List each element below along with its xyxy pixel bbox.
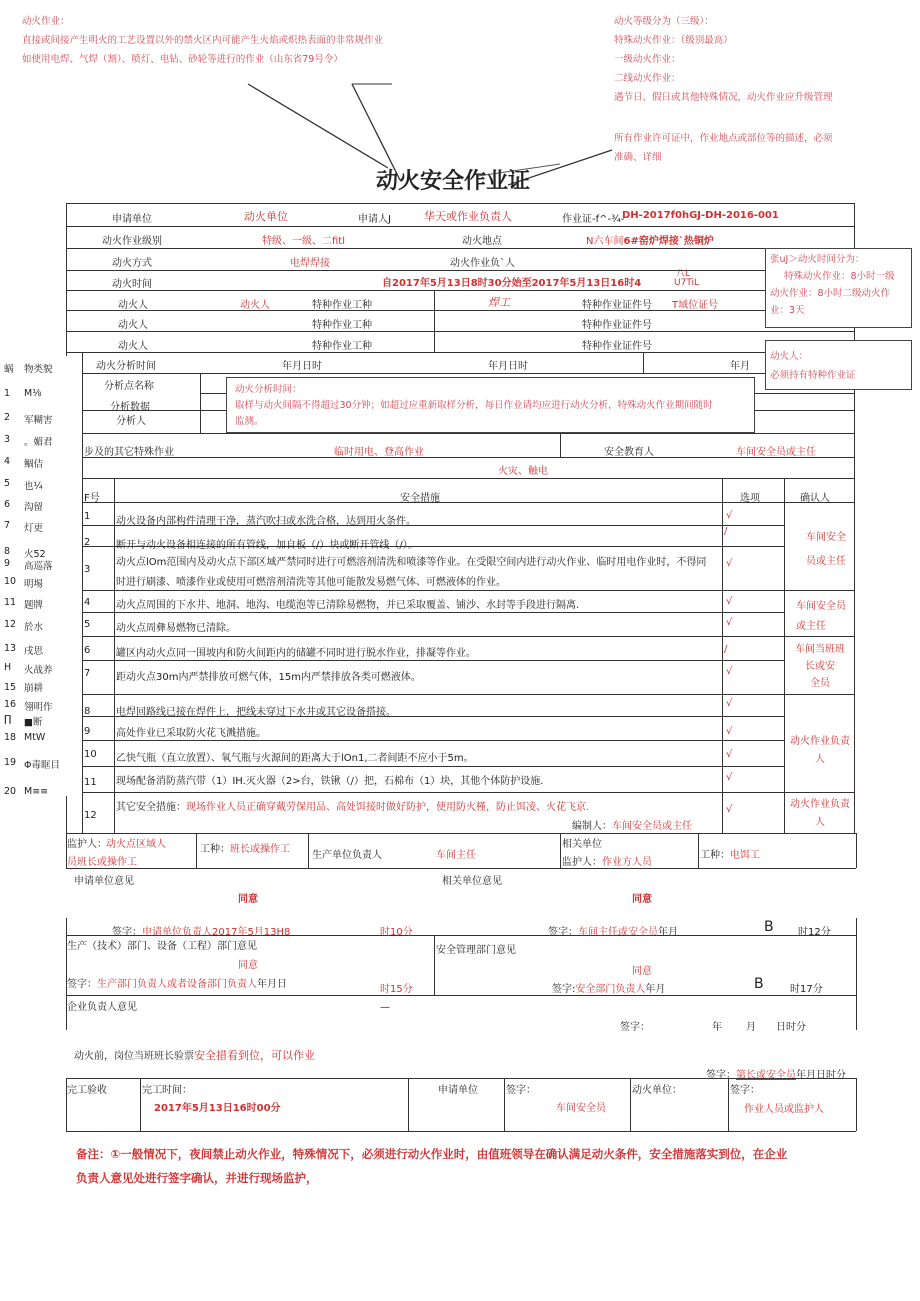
compiler-label	[572, 817, 692, 832]
left-list-item: H	[4, 662, 12, 673]
sign-4-b: B	[754, 976, 764, 992]
pre-fire-label: 动火前，岗位当班班长验票	[74, 1051, 194, 1062]
remark	[76, 1142, 787, 1190]
guardian-job-label: 工种：	[200, 844, 230, 855]
sign-5-rest: 日时分	[776, 1022, 806, 1033]
note-line: 动火等级分为（三级）：	[614, 16, 714, 27]
top-right-note	[614, 12, 833, 107]
special-cert-label-3: 特种作业证件号	[582, 341, 652, 352]
note-line: 直接或间接产生明火的工艺设置以外的禁火区内可能产生火焰或炽热表面的非常规作业	[22, 35, 384, 46]
fire-time-note	[765, 248, 912, 328]
page-title: 动火安全作业证	[376, 169, 531, 194]
confirmer-line: 或主任	[796, 621, 826, 632]
special-type-value-1: 焊工	[488, 296, 510, 309]
left-list-item: MtW	[24, 732, 46, 743]
sign-2-time: 时12分	[798, 927, 831, 938]
note-line: 如使用电焊、气焊（割）、喷灯、电钻、砂轮等进行的作业（山东省79号令）	[22, 54, 343, 65]
measure-text: 乙快气瓶（直立放置）、氧气瓶与火源间的距离大于lOn1,二者间距不应小于5m。	[116, 753, 474, 764]
measure-text: 动火点lOm范围内及动火点下部区域严禁同时进行可燃溶剂清洗和喷漆等作业。在受限空间内进行动火作业、临时用电作业时，不得同	[116, 557, 707, 568]
related-job-value: 电饵工	[730, 850, 760, 861]
apply-unit-label: 申请单位	[112, 214, 152, 225]
note-line: 二线动火作业：	[614, 73, 681, 84]
completion-label: 完工验收	[67, 1085, 107, 1096]
left-list-item: M≡≡	[24, 786, 49, 797]
analysis-data-label: 分析数据	[110, 402, 150, 413]
note-line: 动火作业：8小时二级动火作	[770, 288, 891, 299]
left-list-item: 15	[4, 682, 17, 693]
location-workshop: N六车间	[586, 236, 624, 247]
measure-no: 3	[84, 564, 91, 575]
confirmer-line: 长或安	[805, 661, 835, 672]
sign-label: 签字：	[548, 927, 578, 938]
sign-5-label: 签字：	[620, 1022, 650, 1033]
special-type-label-1: 特种作业工种	[312, 300, 372, 311]
left-list-item: 鲴佶	[24, 459, 44, 470]
sign-5-year: 年	[712, 1022, 722, 1033]
confirmer	[786, 733, 854, 769]
confirmer-line: 全员	[810, 678, 830, 689]
measure-no: 9	[84, 726, 91, 737]
note-line: 动火作业：	[22, 16, 70, 27]
note-line: 特殊动火作业：（级别最高）	[614, 35, 733, 46]
left-list-item: 於水	[24, 622, 44, 633]
special-cert-label-2: 特种作业证件号	[582, 320, 652, 331]
safety-educator-value: 车间安全员或主任	[736, 447, 816, 458]
analysis-point-label: 分析点名称	[104, 381, 154, 392]
left-list-item: 火52	[24, 549, 46, 560]
measure-text-prefix: 其它安全措施：	[116, 802, 186, 813]
guardian-value: 动火点区域人	[106, 839, 166, 850]
pre-fire-sign-value: 第长或安全员	[736, 1070, 796, 1081]
left-list-item: 明埸	[24, 579, 44, 590]
remark-line: 备注：①一般情况下，夜间禁止动火作业，特殊情况下，必须进行动火作业时，由值班领导在确认满足动火条件，安全措施落实到位，在企业	[76, 1147, 788, 1161]
sign-date: 2017年5月13H8	[212, 927, 291, 938]
left-list-item: 11	[4, 597, 17, 608]
left-list-item: 翎明作	[24, 702, 53, 713]
related-opinion-value: 同意	[632, 894, 652, 905]
apply-unit-value: 动火单位	[244, 210, 288, 223]
prod-opinion-label: 生产（技术）部门、设备（工程）部门意见	[67, 941, 257, 952]
location-detail: 6#窑炉焊接`热铜炉	[623, 236, 714, 247]
related-guardian-value: 作业方人员	[602, 857, 652, 868]
cert-no-label: 作业证-f^-¾-	[562, 214, 625, 225]
compiler-label-text: 编制人：	[572, 821, 612, 832]
left-list-item: 火战养	[24, 665, 53, 676]
related-guardian-label: 监护人：	[562, 857, 602, 868]
fire-person-value-1: 动火人	[240, 300, 270, 311]
left-list-item: 3	[4, 434, 11, 445]
measure-check[interactable]: √	[726, 666, 733, 677]
left-list-item: 12	[4, 619, 17, 630]
left-list-item: 18	[4, 732, 17, 743]
related-unit-label: 相关单位	[562, 839, 602, 850]
measures-header-confirm: 确认人	[800, 493, 830, 504]
measures-header-option: 选项	[740, 493, 760, 504]
sign-1	[112, 923, 290, 938]
note-line: 动火分析时间：	[235, 384, 302, 395]
fire-location-value	[586, 232, 714, 247]
left-list-item: 戌思	[24, 646, 44, 657]
fire-time-extra2: U7TiL	[674, 278, 700, 288]
sign-time: 时15分	[380, 984, 413, 995]
left-list-item: 20	[4, 786, 17, 797]
sign-label: 签字:	[552, 984, 576, 995]
note-line: 动火人：	[770, 351, 809, 362]
left-list-item: 7	[4, 520, 11, 531]
top-left-note	[22, 12, 383, 69]
fire-level-label: 动火作业级别	[102, 236, 162, 247]
completion-fire-label: 动火单位：	[632, 1085, 682, 1096]
pre-fire-sign-date: 年月日时分	[796, 1070, 846, 1081]
safety-opinion-label: 安全管理部门意见	[436, 945, 516, 956]
measure-check[interactable]: √	[726, 749, 733, 760]
confirmer-line: 车间当班班	[795, 644, 845, 655]
analysis-date-2: 年月日时	[488, 361, 528, 372]
confirmer	[786, 641, 854, 692]
special-cert-label-1: 特种作业证件号	[582, 300, 652, 311]
special-work-value: 临时用电、登高作业	[334, 447, 424, 458]
sign-2-b: B	[764, 919, 774, 935]
measure-text: 距动火点30m内严禁排放可燃气体，15m内严禁排放各类可燃液体。	[116, 672, 421, 683]
measure-check[interactable]: √	[726, 726, 733, 737]
left-list-item: 。媚君	[24, 437, 53, 448]
fire-time-value: 自2017年5月13日8时30分始至2017年5月13日16时4	[382, 278, 642, 289]
fire-method-label: 动火方式	[112, 258, 152, 269]
measure-text: 断开与动火设备相连接的所有管线，加自板（/）块或断开管线（/）。	[116, 540, 418, 551]
sign-value-2: 安全员	[628, 927, 658, 938]
note-line: 准确、详细	[614, 152, 662, 163]
measure-text: 高处作业已采取防火花飞溅措施。	[116, 728, 266, 739]
applicant-label: 申请人J	[358, 214, 391, 225]
guardian-job-value: 班长或操作工	[230, 844, 290, 855]
left-list-item: 沟留	[24, 502, 44, 513]
left-list-item: 4	[4, 456, 11, 467]
measure-check[interactable]: /	[724, 644, 728, 655]
confirmer	[806, 526, 846, 574]
note-line: 所有作业许可证中，作业地点或部位等的描述，必须	[614, 133, 833, 144]
measure-no: 1	[84, 511, 91, 522]
sign-label: 签字：	[112, 927, 142, 938]
confirmer-line: 动火作业负责	[790, 736, 850, 747]
sign-value: 生产部门负责人或者设备部门负责人	[97, 979, 257, 990]
special-type-label-3: 特种作业工种	[312, 341, 372, 352]
sign-date: 年月日	[257, 979, 287, 990]
sign-3-time	[380, 980, 413, 995]
apply-opinion-value: 同意	[238, 894, 258, 905]
measure-text: 电焊回路线已接在焊件上，把线未穿过下水井或其它设备搭接。	[116, 707, 396, 718]
safety-opinion-value: 同意	[632, 966, 652, 977]
top-right-note-2	[614, 129, 833, 167]
left-list-item: M⅛	[24, 388, 42, 399]
note-line: 业：3天	[770, 305, 805, 316]
measure-check[interactable]: √	[726, 804, 733, 815]
analysis-date-3: 年月	[730, 361, 750, 372]
measure-check[interactable]: √	[726, 772, 733, 783]
note-line: 遇节日、假日或其他特殊情况，动火作业应升级管理	[614, 92, 833, 103]
compiler-value: 车间安全员或主任	[612, 821, 692, 832]
hazard-value: 火灾、触电	[498, 466, 548, 477]
confirmer	[786, 796, 854, 832]
measure-no: 4	[84, 597, 91, 608]
measure-text: 现场配备消防蒸汽带（1）IH.灭火器（2>台，铁锹（/）把，石棉布（1）块，其他个体防护设施.	[116, 776, 544, 787]
completion-sign2-label: 签字：	[730, 1085, 760, 1096]
measure-text: 罐区内动火点同一围坡内和防火间距内的储罐不同时进行脱水作业，排凝等作业。	[116, 648, 476, 659]
sign-value: 安全部门负责人	[575, 984, 646, 995]
completion-sign2-value: 作业人员或监护人	[744, 1104, 824, 1115]
pre-fire-check	[74, 1047, 315, 1063]
note-line: 监测。	[235, 416, 264, 427]
measure-check[interactable]: √	[726, 617, 733, 628]
left-list-item: 8	[4, 546, 11, 557]
fire-person-note	[765, 340, 912, 390]
measure-text: 动火点周围的下水井、地洞、地沟、电缆泡等已清除易燃物，并已采取覆盖、铺沙、水封等手段进行隔离.	[116, 600, 580, 611]
special-cert-value-1: T域位证号	[672, 300, 719, 311]
analysis-date-1: 年月日时	[282, 361, 322, 372]
measure-no: 5	[84, 619, 91, 630]
analyst-label: 分析人	[116, 416, 146, 427]
measure-text: 动火设备内部构件清理干净，蒸汽吹扫或水洗合格，达到用火条件。	[116, 516, 416, 527]
confirmer-line: 人	[815, 754, 825, 765]
fire-person-label-2: 动火人	[118, 320, 148, 331]
analysis-time-label: 动火分析时间	[96, 361, 156, 372]
measure-check[interactable]: √	[726, 558, 733, 569]
completion-time-value: 2017年5月13日16时00分	[154, 1103, 281, 1114]
left-list-item: 9	[4, 558, 11, 569]
left-list-item: 灯更	[24, 523, 44, 534]
sign-2	[548, 923, 678, 938]
confirmer-line: 动火作业负责	[790, 799, 850, 810]
sign-date: 年月	[658, 927, 678, 938]
fire-method-value: 电焊焊接	[290, 258, 330, 269]
measure-text: 动火点周彝易燃物已清除。	[116, 623, 236, 634]
left-list-item: 5	[4, 478, 11, 489]
measure-check[interactable]: √	[726, 698, 733, 709]
pre-fire-sign-label: 签字：	[706, 1070, 736, 1081]
apply-opinion-label: 申请单位意见	[74, 876, 134, 887]
sign-4-time: 时17分	[790, 984, 823, 995]
measure-no: 8	[84, 706, 91, 717]
sign-label: 签字：	[67, 979, 97, 990]
fire-location-label: 动火地点	[462, 236, 502, 247]
completion-sign-value: 车间安全员	[556, 1103, 606, 1114]
left-list-item: 高巡落	[24, 561, 53, 572]
left-list-item: 6	[4, 499, 11, 510]
note-line: 张uJ＞动火时间分为：	[770, 254, 865, 265]
measure-check[interactable]: √	[726, 596, 733, 607]
measure-no: 6	[84, 645, 91, 656]
measure-no: 10	[84, 749, 97, 760]
confirmer	[796, 597, 846, 637]
sign-value: 申请单位负责人	[142, 927, 212, 938]
measure-check[interactable]: √	[726, 510, 733, 521]
fire-person-label-1: 动火人	[118, 300, 148, 311]
left-list-item: 也¼	[24, 481, 43, 492]
left-list-item: 2	[4, 412, 11, 423]
measure-no: 7	[84, 668, 91, 679]
left-list-item: 军糊害	[24, 415, 53, 426]
left-list-item: 蜗	[4, 364, 14, 375]
pre-fire-value: 安全措看到位，可以作业	[194, 1049, 315, 1062]
related-guardian	[562, 853, 652, 868]
left-list-item: ∏	[4, 714, 12, 725]
special-type-label-2: 特种作业工种	[312, 320, 372, 331]
measure-no: 2	[84, 537, 91, 548]
fire-level-value: 特级、一级、二fitl	[262, 236, 345, 247]
measure-text: 时进行刷漆、喷漆作业或使用可燃溶剂清洗等其他可能散发易燃气体、可燃液体的作业。	[116, 577, 506, 588]
left-list-item: 16	[4, 699, 17, 710]
note-line: 取样与动火间隔不得超过30分钟；如超过应重新取样分析，每日作业请均应进行动火分析，特殊动火作业期间随时	[235, 400, 713, 411]
related-job	[700, 846, 760, 861]
applicant-value: 华天或作业负责人	[424, 210, 512, 223]
special-work-label: 步及的其它特殊作业	[84, 447, 174, 458]
cert-no-value: DH-2017f0hGJ-DH-2016-001	[622, 210, 779, 221]
completion-sign-label: 签字：	[506, 1085, 536, 1096]
note-line: 必须持有特种作业证	[770, 370, 856, 381]
confirmer-line: 员或主任	[806, 556, 846, 567]
fire-time-label: 动火时间	[112, 279, 152, 290]
note-line: 特殊动火作业：8小时一级	[784, 271, 895, 282]
left-list-item: ■断	[24, 717, 43, 728]
safety-educator-label: 安全教育人	[604, 447, 654, 458]
measure-text	[116, 798, 589, 813]
guardian-job	[200, 840, 290, 855]
measures-header-content: 安全措施	[400, 493, 440, 504]
measure-check[interactable]: /	[724, 526, 728, 537]
related-opinion-label: 相关单位意见	[442, 876, 502, 887]
measure-no: 12	[84, 810, 97, 821]
confirmer-line: 车间安全	[806, 532, 846, 543]
left-list-item: 崩耕	[24, 683, 44, 694]
measures-header-no: F号	[84, 493, 100, 504]
corp-opinion-label: 企业负责人意见	[67, 1002, 137, 1013]
left-list-item: 19	[4, 757, 17, 768]
remark-line: 负责人意见处进行签字确认，并进行现场监护，	[76, 1171, 318, 1185]
sign-3	[67, 975, 287, 990]
prod-leader-value: 车间主任	[436, 850, 476, 861]
completion-time-label: 完工时间：	[142, 1085, 192, 1096]
note-line: 一级动火作业：	[614, 54, 681, 65]
left-list-item: 13	[4, 643, 17, 654]
prod-leader-label: 生产单位负责人	[312, 850, 382, 861]
left-list-item: 10	[4, 576, 17, 587]
left-list-item: 物类貌	[24, 364, 53, 375]
left-list-item: 1	[4, 388, 11, 399]
sign-1-time: 时10分	[380, 927, 413, 938]
sign-5-month: 月	[746, 1022, 756, 1033]
measure-no: 11	[84, 777, 97, 788]
left-list-item: Φ毒眶目	[24, 760, 60, 771]
related-job-label: 工种：	[700, 850, 730, 861]
confirmer-line: 人	[815, 817, 825, 828]
corp-opinion-value: —	[380, 1002, 390, 1013]
guardian-value-2: 员班长或操作工	[67, 857, 137, 868]
sign-value: 车间主任或	[578, 927, 628, 938]
fire-time-extra: 八L	[676, 269, 691, 279]
guardian-label: 监护人：	[67, 839, 107, 850]
measure-text-detail: 现场作业人员正确穿戴劳保用品、高处饵接时做好防护，使用防火槿，防止饵凌、火花飞京.	[186, 802, 590, 813]
fire-leader-label: 动火作业负`人	[450, 258, 515, 269]
sign-date: 年月	[645, 984, 666, 995]
sign-4	[552, 980, 665, 995]
fire-person-label-3: 动火人	[118, 341, 148, 352]
prod-opinion-value: 同意	[238, 960, 258, 971]
confirmer-line: 车间安全员	[796, 601, 846, 612]
completion-apply-label: 申请单位	[438, 1085, 478, 1096]
analysis-note	[226, 377, 755, 433]
left-list-item: 题牌	[24, 600, 44, 611]
